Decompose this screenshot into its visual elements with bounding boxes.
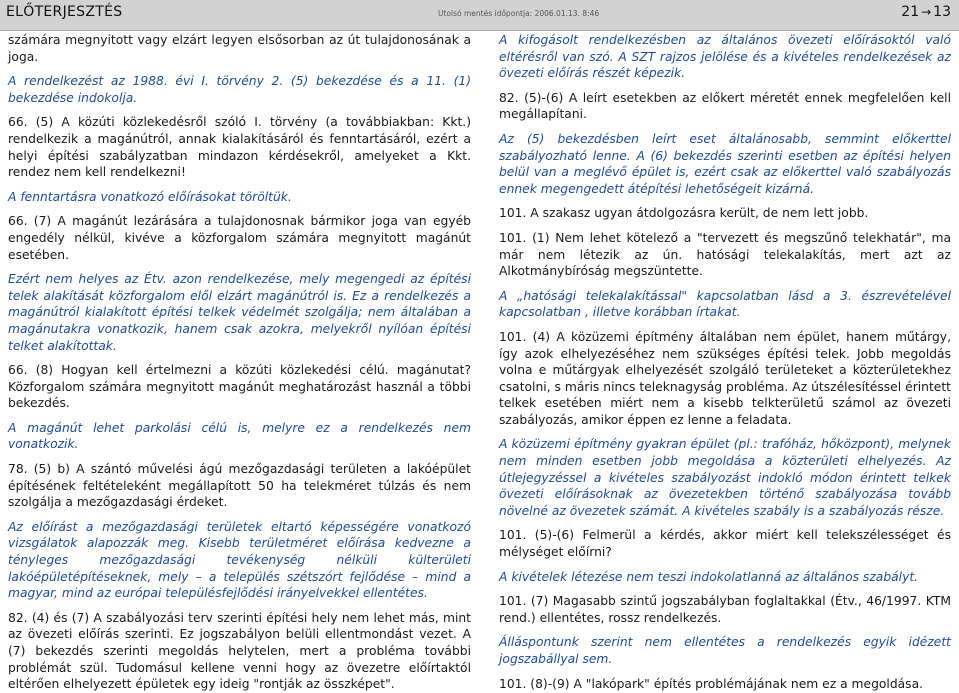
- arrow-right-icon: →: [921, 5, 932, 19]
- right-column: [499, 32, 951, 692]
- paragraph-spacer: [8, 65, 471, 73]
- paragraph-spacer: [499, 222, 951, 230]
- objection-paragraph: 101. (4) A közüzemi építmény általában nem épület, hanem műtárgy, így azok elhelyezéséhez nem szükséges építési telek. Jobb megoldás volna e műtárgyak elhelyezését szolgáló területeket a közterületekhez csatolni, s máris nincs teleknagyság probléma. Az útszélesítéssel érintett telkek esetében miért nem a kisebb telkterületű számol az övezeti szabályozás, amikor éppen ez lenne a feladata.: [499, 329, 951, 427]
- paragraph-spacer: [499, 668, 951, 676]
- paragraph-spacer: [499, 626, 951, 634]
- paragraph-spacer: [8, 263, 471, 271]
- response-comment: A rendelkezést az 1988. évi I. törvény 2. (5) bekezdése és a 11. (1) bekezdése indokolja.: [8, 74, 471, 105]
- response-comment: A kifogásolt rendelkezésben az általános övezeti előírásoktól való eltérésről van szó. A SZT rajzos jelölése és a kivételes rendelkezések az övezeti előírás részét képezik.: [499, 33, 951, 81]
- objection-paragraph: 101. A szakasz ugyan átdolgozásra került, de nem lett jobb.: [499, 206, 869, 221]
- objection-paragraph: 78. (5) b) A szántó művelési ágú mezőgazdasági területen a lakóépület építésének feltételeként megállapított 50 ha telekméret túlzás és nem szolgálja a mezőgazdasági érdeket.: [8, 462, 471, 510]
- paragraph-spacer: [8, 453, 471, 461]
- objection-paragraph: 101. (5)-(6) Felmerül a kérdés, akkor miért kell telekszélességet és mélységet előírni?: [499, 528, 951, 560]
- response-comment: Álláspontunk szerint nem ellentétes a rendelkezés egyik idézett jogszabállyal sem.: [499, 635, 951, 666]
- objection-paragraph: 82. (5)-(6) A leírt esetekben az előkert méretét ennek megfelelően kell megállapítani.: [499, 90, 951, 122]
- paragraph-spacer: [499, 519, 951, 527]
- response-comment: A magánút lehet parkolási célú is, melyre ez a rendelkezés nem vonatkozik.: [8, 420, 471, 452]
- paragraph-spacer: [8, 354, 471, 362]
- objection-paragraph: 101. (7) Magasabb szintű jogszabályban foglaltakkal (Étv., 46/1997. KTM rend.) ellentétes, rossz rendelkezés.: [499, 594, 951, 625]
- objection-paragraph: 101. (8)-(9) A "lakópark" építés problémájának nem ez a megoldása.: [499, 676, 924, 691]
- paragraph-spacer: [499, 585, 951, 593]
- objection-paragraph: 66. (7) A magánút lezárására a tulajdonosnak bármikor joga van egyéb engedély nélkül, kivéve a közforgalom számára megnyitott magánút esetében.: [8, 214, 471, 262]
- paragraph-spacer: [499, 280, 951, 288]
- paragraph-spacer: [499, 123, 951, 131]
- response-comment: A „hatósági telekalakítással" kapcsolatban lásd a 3. észrevételével kapcsolatban , illetve korábban írtakat.: [499, 288, 951, 320]
- paragraph-spacer: [8, 602, 471, 610]
- page-reference: [901, 4, 951, 20]
- paragraph-spacer: [8, 412, 471, 420]
- paragraph-spacer: [8, 181, 471, 189]
- paragraph-spacer: [8, 511, 471, 519]
- paragraph-spacer: [499, 428, 951, 436]
- to-page-number: 13: [933, 4, 951, 20]
- objection-paragraph: 82. (4) és (7) A szabályozási terv szerinti építési hely nem lehet más, mint az övezeti előírás szerinti. Ez jogszabályon belüli ellentmondást vezet. A (7) bekezdés szerinti megoldás helytelen, mert a probléma további problémát szül. Tudomásul kellene venni hogy az övezetre előírtaktól eltérően elhelyezett épületek egy ideig "rontják az összképet".: [8, 610, 471, 692]
- document-title: ELŐTERJESZTÉS: [6, 4, 123, 20]
- response-comment: A közüzemi építmény gyakran épület (pl.: trafóház, hőközpont), melynek nem minden esetben jobb megoldása a közterületi elhelyezés. Az útlejegyzéssel a kivételes szabályozást indokló módon érintett telkek övezeti előírásoknak az övezetekben történő szabályozása tovább növelné az övezetek számát. A kivételes szabály is a szabályozás része.: [499, 437, 951, 518]
- objection-paragraph: 66. (5) A közúti közlekedésről szóló I. törvény (a továbbiakban: Kkt.) rendelkezik a magánútról, annak kialakításáról és fenntartásáról, ezért a helyi építési szabályzatban mindazon kérdésekről, amelyeket a Kkt. rendez nem kell rendelkezni!: [8, 115, 471, 180]
- left-column: [8, 32, 471, 693]
- page-header: [0, 0, 959, 31]
- paragraph-spacer: [8, 106, 471, 114]
- paragraph-spacer: [8, 205, 471, 213]
- objection-paragraph: számára megnyitott vagy elzárt legyen elsősorban az út tulajdonosának a joga.: [8, 33, 471, 64]
- paragraph-spacer: [499, 197, 951, 205]
- paragraph-spacer: [499, 321, 951, 329]
- response-comment: Ezért nem helyes az Étv. azon rendelkezése, mely megengedi az építési telek alakítását közforgalom elől elzárt magánútról is. Ez a rendelkezés a magánútról kialakított építési telkek védelmét szolgálja; nem általában a magánutakra vonatkozik, hanem csak azokra, melyekről nyílóan építési telket alakítottak.: [8, 272, 471, 353]
- response-comment: Az (5) bekezdésben leírt eset általánosabb, semmint előkerttel szabályozható lenne. A (6) bekezdés szerinti esetben az építési helyen belül van a meglévő épület is, ezért csak az előkerttel való szabályozás ennek megengedett átépítési lehetőségeit kizárná.: [499, 131, 951, 196]
- response-comment: A kivételek létezése nem teszi indokolatlanná az általános szabályt.: [499, 569, 919, 584]
- objection-paragraph: 101. (1) Nem lehet kötelező a "tervezett és megszűnő telekhatár", ma már nem létezik az ún. hatósági telekalakítás, mert azt az Alkotmánybíróság megszüntette.: [499, 230, 951, 279]
- last-saved-timestamp: Utolsó mentés időpontja: 2006.01.13. 8:46: [438, 9, 600, 18]
- paragraph-spacer: [499, 82, 951, 90]
- objection-paragraph: 66. (8) Hogyan kell értelmezni a közúti közlekedési célú. magánutat? Közforgalom számára megnyitott magánút meghatározást használ a többi bekezdés.: [8, 363, 471, 411]
- paragraph-spacer: [499, 561, 951, 569]
- response-comment: Az előírást a mezőgazdasági területek eltartó képességére vonatkozó vizsgálatok alapozzák meg. Kisebb területméret előírása kedvezne a tényleges mezőgazdasági tevékenység nélküli külterületi lakóépületépítéseknek, mely – a település szétszórt fejlődése – mind a magyar, mind az európai településfejlődési irányelvekkel ellentétes.: [8, 519, 471, 601]
- response-comment: A fenntartásra vonatkozó előírásokat töröltük.: [8, 189, 292, 204]
- from-page-number: 21: [901, 4, 920, 20]
